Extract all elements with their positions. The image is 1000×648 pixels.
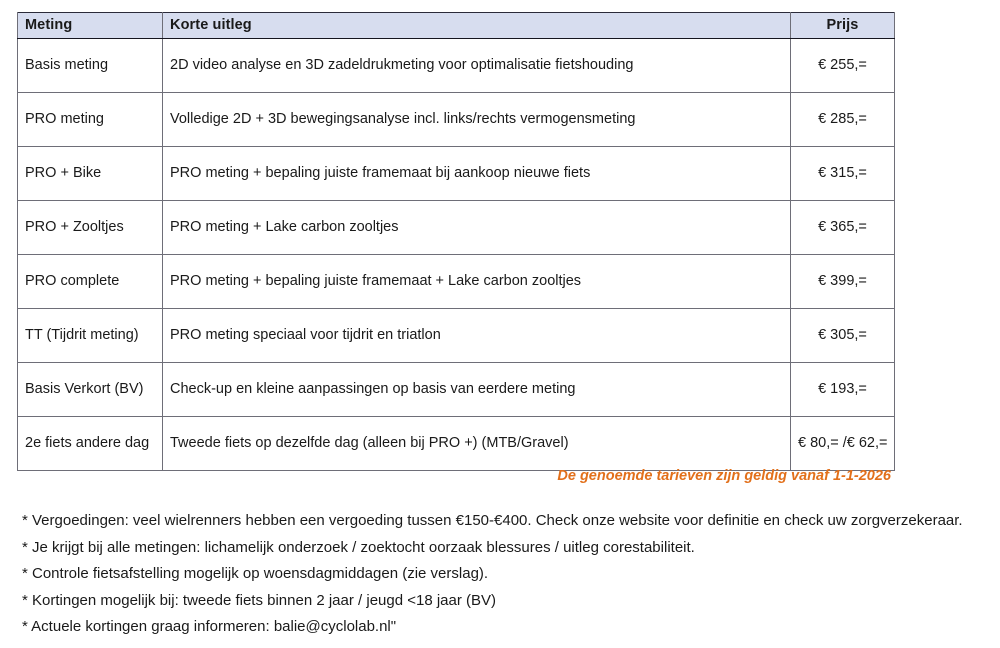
cell-meting: PRO complete [18,255,163,309]
cell-meting: Basis meting [18,39,163,93]
column-header-meting: Meting [18,13,163,39]
cell-meting: TT (Tijdrit meting) [18,309,163,363]
cell-uitleg: Check-up en kleine aanpassingen op basis van eerdere meting [163,363,791,417]
cell-meting: Basis Verkort (BV) [18,363,163,417]
cell-meting: PRO + Bike [18,147,163,201]
footnote-item: * Vergoedingen: veel wielrenners hebben een vergoeding tussen €150-€400. Check onze website voor definitie en check uw zorgverzekeraar. [22,512,963,529]
table-row [18,255,895,309]
table-row [18,147,895,201]
cell-prijs: € 255,= [791,39,895,93]
cell-prijs: € 365,= [791,201,895,255]
footnote-item: * Kortingen mogelijk bij: tweede fiets binnen 2 jaar / jeugd <18 jaar (BV) [22,591,497,609]
price-table-header [18,13,895,39]
footnote-item: * Actuele kortingen graag informeren: balie@cyclolab.nl" [22,618,397,635]
cell-uitleg: PRO meting speciaal voor tijdrit en triatlon [163,309,791,363]
table-row [18,417,895,471]
footnote-item: * Je krijgt bij alle metingen: lichamelijk onderzoek / zoektocht oorzaak blessures / uitleg corestabiliteit. [22,538,695,556]
cell-meting: PRO + Zooltjes [18,201,163,255]
table-header-row [18,13,895,39]
cell-prijs: € 399,= [791,255,895,309]
cell-meting: PRO meting [18,93,163,147]
cell-uitleg: Tweede fiets op dezelfde dag (alleen bij PRO +) (MTB/Gravel) [163,417,791,471]
cell-prijs: € 285,= [791,93,895,147]
validity-note: De genoemde tarieven zijn geldig vanaf 1-1-2026 [557,468,891,484]
cell-uitleg: PRO meting + bepaling juiste framemaat + Lake carbon zooltjes [163,255,791,309]
table-row [18,93,895,147]
cell-uitleg: 2D video analyse en 3D zadeldrukmeting voor optimalisatie fietshouding [163,39,791,93]
footnotes-list [22,508,982,641]
cell-uitleg: Volledige 2D + 3D bewegingsanalyse incl. links/rechts vermogensmeting [163,93,791,147]
column-header-korte-uitleg: Korte uitleg [163,13,791,39]
cell-uitleg: PRO meting + bepaling juiste framemaat bij aankoop nieuwe fiets [163,147,791,201]
cell-prijs: € 305,= [791,309,895,363]
price-table [17,12,895,471]
column-header-prijs: Prijs [791,13,895,39]
table-row [18,363,895,417]
footnote-item: * Controle fietsafstelling mogelijk op woensdagmiddagen (zie verslag). [22,565,489,582]
cell-meting: 2e fiets andere dag [18,417,163,471]
price-table-container [17,12,894,471]
cell-prijs: € 80,= /€ 62,= [791,417,895,471]
cell-prijs: € 315,= [791,147,895,201]
cell-uitleg: PRO meting + Lake carbon zooltjes [163,201,791,255]
table-row [18,201,895,255]
price-table-body [18,39,895,471]
table-row [18,39,895,93]
cell-prijs: € 193,= [791,363,895,417]
table-row [18,309,895,363]
